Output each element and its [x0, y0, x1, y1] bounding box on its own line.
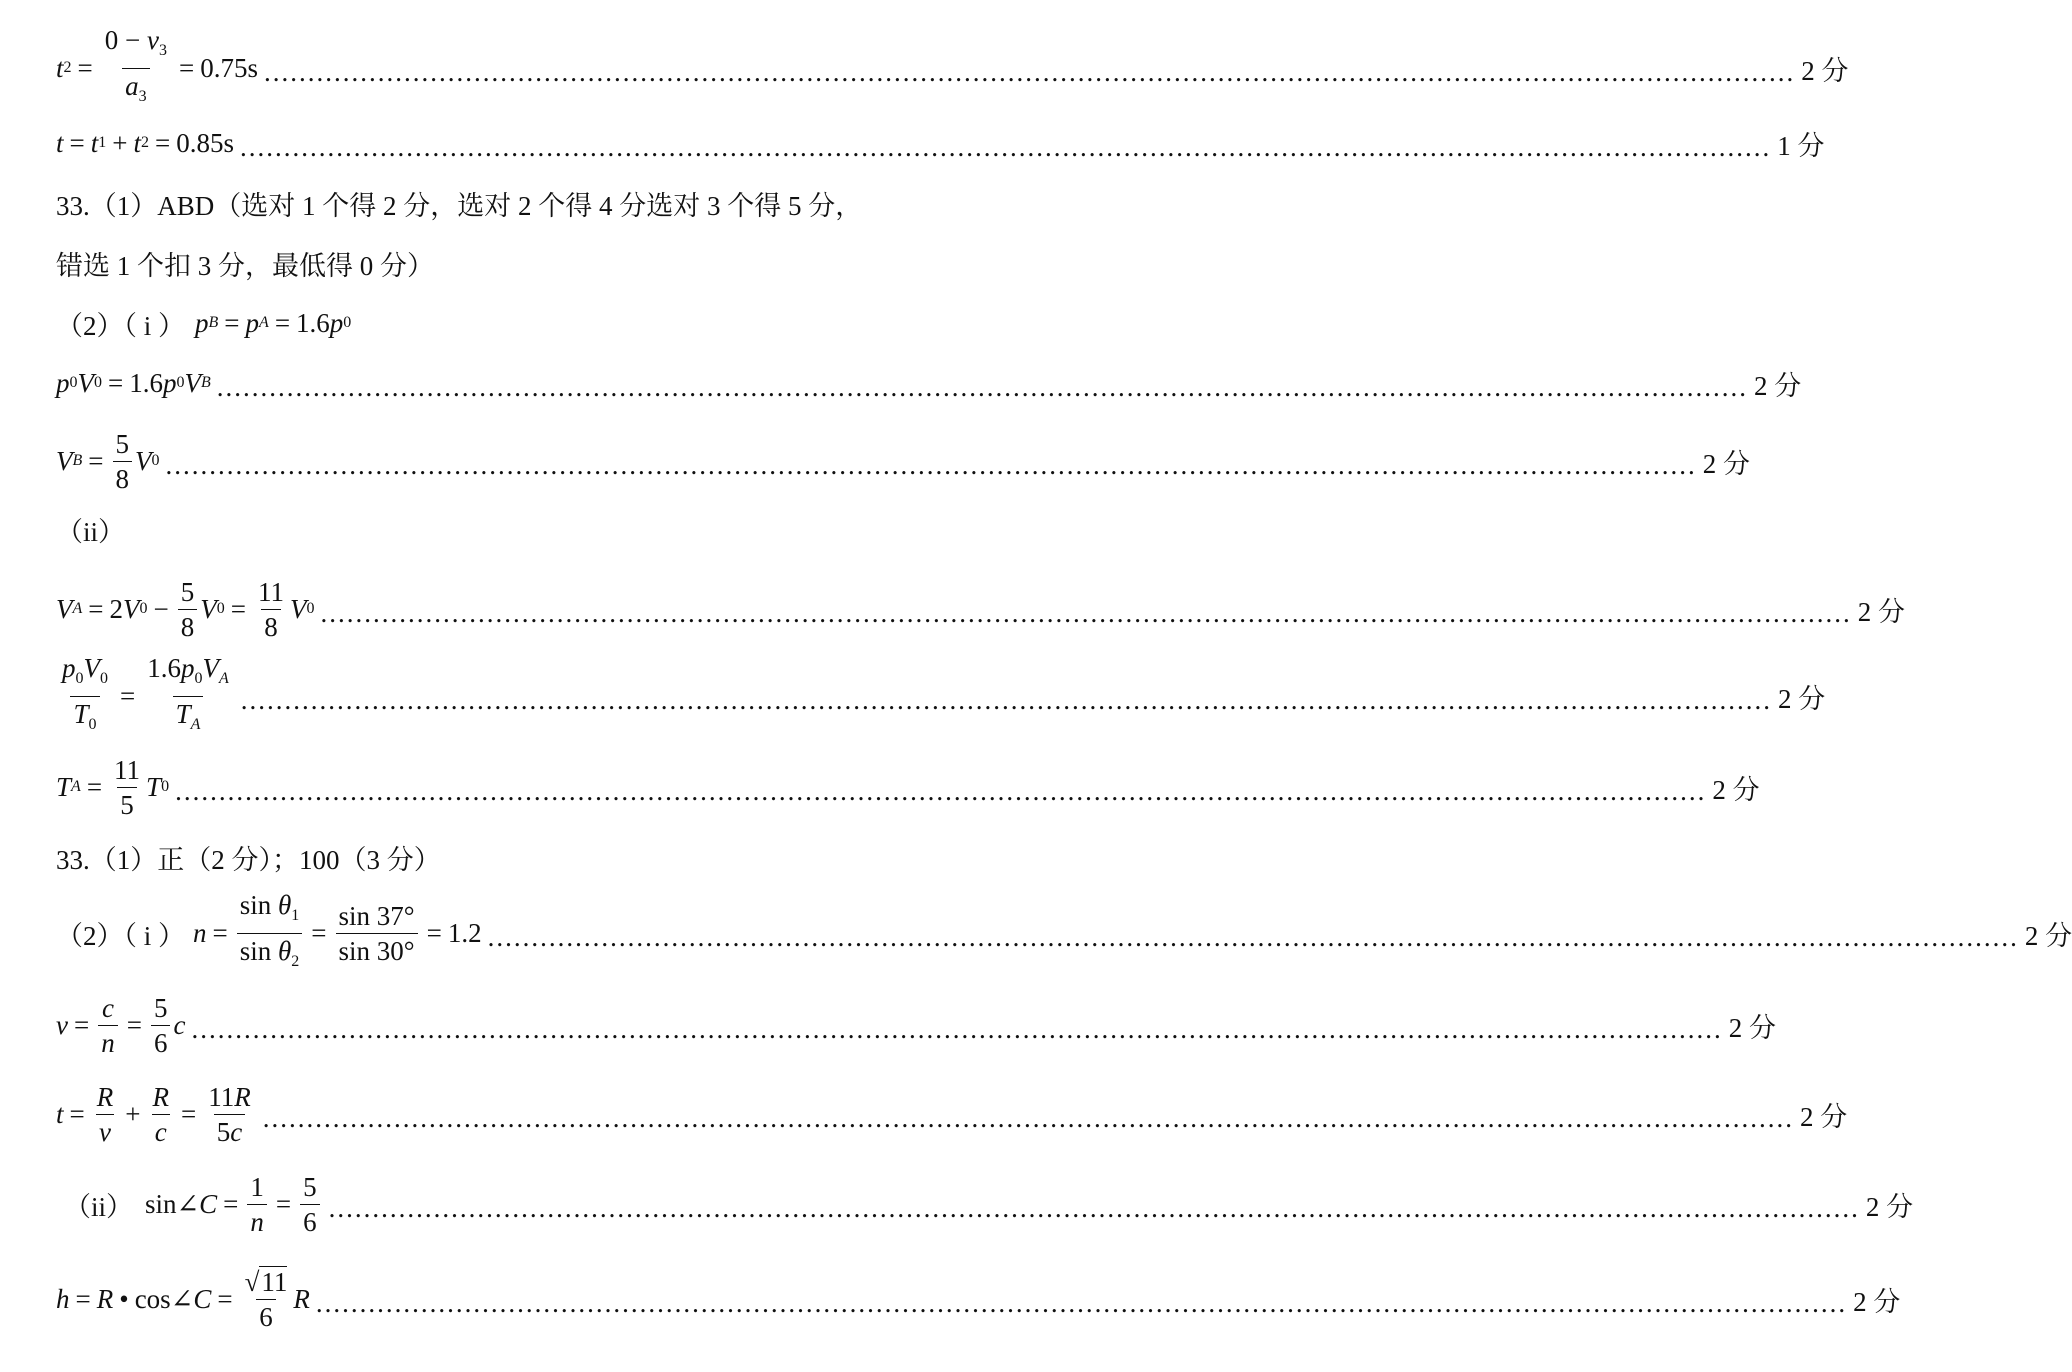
score-label: 1 分: [1777, 130, 1825, 161]
question-33-optics-text: 33.（1）正（2 分）；100（3 分）: [56, 844, 441, 875]
formula-row-gas-law: [56, 652, 1826, 733]
formula-row-critical-angle: [56, 1169, 1914, 1239]
formula-vb: V B = $\frac{5}{8}$ V 0: [56, 428, 160, 494]
dot-leader: ...............................................................................................................................................................................: [320, 597, 1852, 628]
formula-refraction-index: n = $\frac{\sin \theta_1}{\sin \theta_2}$ = $\frac{\sin 37^\circ}{\sin 30^\circ}$ = 1.2: [193, 890, 482, 977]
formula-row-vb: [56, 426, 1751, 496]
text-row-33-optics: [56, 822, 848, 892]
dot-leader: ...............................................................................................................................................................................: [315, 1287, 1848, 1318]
dot-leader: ...............................................................................................................................................................................: [216, 371, 1749, 402]
formula-row-time: [56, 1079, 1848, 1149]
label-row-ii: [56, 494, 848, 564]
formula-row-ta: [56, 752, 1760, 822]
formula-row-refraction: [56, 889, 2072, 970]
subpart-label: （2）（ i ）: [56, 310, 186, 341]
formula-va: V A = 2 V 0 − $\frac{5}{8}$ V 0 = $\frac{11}{8}$ V 0: [56, 576, 315, 642]
score-label: 2 分: [1702, 448, 1751, 479]
question-33-part1-text-cont: 错选 1 个扣 3 分，最低得 0 分）: [56, 250, 434, 281]
score-label: 2 分: [1778, 683, 1826, 714]
formula-row-t2: [56, 24, 1849, 105]
score-label: 2 分: [1728, 1012, 1776, 1043]
formula-t-total: t = t 1 + t 2 = 0.85s: [56, 127, 235, 158]
score-label: 2 分: [2024, 920, 2072, 951]
subpart-label: （ii）: [56, 516, 126, 547]
formula-pressure: p B = p A = 1.6 p 0: [195, 307, 352, 338]
dot-leader: ...............................................................................................................................................................................: [263, 56, 1796, 87]
question-33-part1-text: 33.（1）ABD（选对 1 个得 2 分，选对 2 个得 4 分选对 3 个得 5 分，: [56, 190, 863, 221]
score-label: 2 分: [1853, 1286, 1901, 1317]
formula-travel-time: t = $\frac{R}{v}$ + $\frac{R}{c}$ = $\frac{11R}{5c}$: [56, 1081, 251, 1147]
formula-row-boyle: [56, 348, 1802, 418]
dot-leader: ...............................................................................................................................................................................: [262, 1102, 1794, 1133]
formula-row-height: [56, 1264, 1901, 1334]
score-label: 2 分: [1857, 596, 1905, 627]
formula-t2: t 2 = $\frac{0 - v_3}{a_3}$ = 0.75s: [56, 25, 258, 112]
dot-leader: ...............................................................................................................................................................................: [165, 449, 1697, 480]
formula-row-speed: [56, 990, 1776, 1060]
score-label: 2 分: [1712, 774, 1760, 805]
formula-critical-angle: sin∠ C = $\frac{1}{n}$ = $\frac{5}{6}$: [145, 1172, 323, 1237]
dot-leader: ...............................................................................................................................................................................: [487, 921, 2019, 952]
formula-light-speed: v = $\frac{c}{n}$ = $\frac{5}{6}$ c: [56, 992, 186, 1058]
score-label: 2 分: [1801, 55, 1849, 86]
formula-row-va: [56, 574, 1905, 644]
score-label: 2 分: [1754, 370, 1802, 401]
subpart-label: （2）（ i ）: [56, 920, 186, 951]
dot-leader: ...............................................................................................................................................................................: [240, 684, 1773, 715]
dot-leader: ...............................................................................................................................................................................: [240, 131, 1772, 162]
subpart-label: （ii）: [64, 1191, 134, 1222]
dot-leader: ...............................................................................................................................................................................: [191, 1013, 1723, 1044]
score-label: 2 分: [1799, 1101, 1848, 1132]
formula-gas-law: $\frac{p_0V_0}{T_0}$ = $\frac{1.6p_0V_A}{T_A}$: [56, 653, 235, 740]
dot-leader: ...............................................................................................................................................................................: [328, 1192, 1860, 1223]
score-label: 2 分: [1865, 1191, 1914, 1222]
formula-height: h = R • cos∠ C = $\frac{√11}{6}$ R: [56, 1266, 310, 1332]
dot-leader: ...............................................................................................................................................................................: [175, 775, 1707, 806]
formula-boyle: p 0 V 0 = 1.6 p 0 V B: [56, 367, 211, 398]
formula-ta: T A = $\frac{11}{5}$ T 0: [56, 754, 170, 820]
